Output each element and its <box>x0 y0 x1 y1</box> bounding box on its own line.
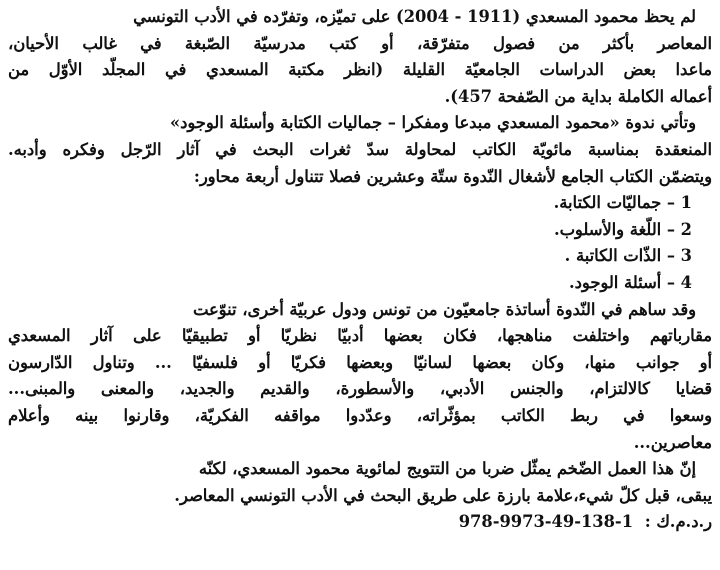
text-line: المنعقدة بمناسبة مائويّة الكاتب لمحاولة سدّ ثغرات البحث في آثار الرّجل وفكره وأدبه. <box>8 139 712 159</box>
text-line: ويتضمّن الكتاب الجامع لأشغال النّدوة ستّة وعشرين فصلا تتناول أربعة محاور: <box>193 166 712 186</box>
text-line: إنّ هذا العمل الضّخم يمثّل ضربا من التتويج لمائوية محمود المسعدي، لكنّه <box>198 459 696 479</box>
paragraph-contributors <box>8 297 712 457</box>
isbn-line <box>8 509 712 536</box>
paragraph-intro <box>8 4 712 110</box>
text-line: مقارباتهم واختلفت مناهجها، فكان بعضها أدبيّا نظريّا أو تطبيقيّا على آثار المسعدي <box>8 326 712 346</box>
paragraph-symposium <box>8 110 712 190</box>
text-line: يبقى، قبل كلّ شيء،علامة بارزة على طريق البحث في الأدب التونسي المعاصر. <box>174 485 712 505</box>
text-line: لم يحظ محمود المسعدي (1911 - 2004) على تميّزه، وتفرّده في الأدب التونسي <box>133 7 696 26</box>
text-line: أو جوانب منها، وكان بعضها لسانيّا وبعضها فكريّا أو فلسفيّا ... وتناول الدّارسون <box>8 352 712 372</box>
isbn-label: ر.د.م.ك : <box>644 512 712 532</box>
text-line: وقد ساهم في النّدوة أساتذة جامعيّون من تونس ودول عربيّة أخرى، تنوّعت <box>192 299 696 319</box>
text-line: قضايا كالالتزام، والجنس الأدبي، والأسطورة، والقديم والجديد، والمعنى والمبنى... <box>8 379 712 399</box>
document-page <box>8 4 712 536</box>
text-line: وتأتي ندوة «محمود المسعدي مبدعا ومفكرا – جماليات الكتابة وأسئلة الوجود» <box>169 113 696 133</box>
list-item: 4 – أسئلة الوجود. <box>569 272 692 292</box>
list-item: 2 – اللّغة والأسلوب. <box>553 219 692 239</box>
text-line: أعماله الكاملة بداية من الصّفحة 457). <box>444 86 712 106</box>
list-item: 3 – الذّات الكاتبة . <box>564 246 692 266</box>
list-item: 1 – جماليّات الكتابة. <box>553 193 692 213</box>
text-line: ماعدا بعض الدراسات الجامعيّة القليلة (انظر مكتبة المسعدي في المجلّد الأوّل من <box>8 60 712 80</box>
paragraph-conclusion <box>8 456 712 509</box>
text-line: المعاصر بأكثر من فصول متفرّقة، أو كتب مدرسيّة الصّبغة في غالب الأحيان، <box>8 33 712 53</box>
text-line: وسعوا في ربط الكاتب بمؤثّراته، وعدّدوا مواقفه الفكريّة، وقارنوا بينه وأعلام <box>8 405 712 425</box>
text-line: معاصرين... <box>633 432 712 452</box>
axes-list <box>8 190 712 296</box>
isbn-number: 978-9973-49-138-1 <box>458 512 634 532</box>
